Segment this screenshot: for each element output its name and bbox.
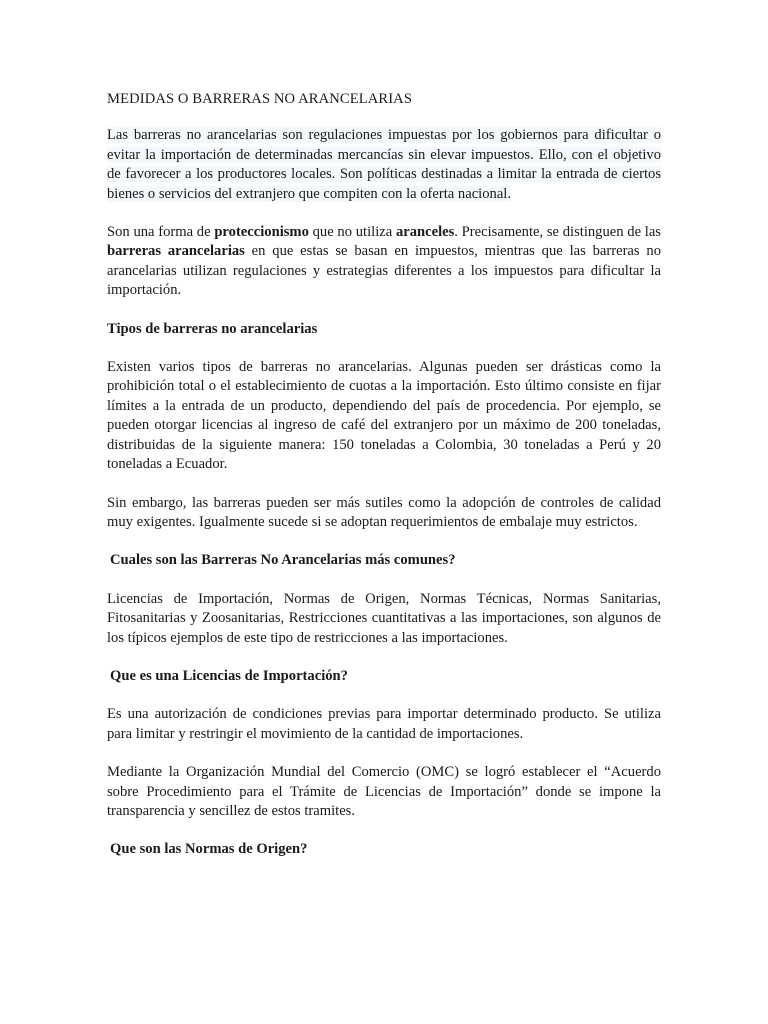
document-page [107, 90, 661, 879]
paragraph-ejemplos: Licencias de Importación, Normas de Origen, Normas Técnicas, Normas Sanitarias, Fitosanitarias y Zoosanitarias, Restricciones cuantitativas a las importaciones, son algunos de los típicos ejemplos de este tipo de restricciones a las importaciones. [107, 590, 661, 646]
paragraph-tipos: Existen varios tipos de barreras no arancelarias. Algunas pueden ser drásticas como la prohibición total o el establecimiento de cuotas a la importación. Esto último consiste en fijar límites a la entrada de un producto, dependiendo del país de procedencia. Por ejemplo, se pueden otorgar licencias al ingreso de café del extranjero por un máximo de 200 toneladas, distribuidas de la siguiente manera: 150 toneladas a Colombia, 30 toneladas a Perú y 20 toneladas a Ecuador. [107, 359, 661, 473]
paragraph-protectionism-text-2: que no utiliza [308, 224, 396, 241]
heading-tipos: Tipos de barreras no arancelarias [107, 320, 318, 337]
term-proteccionismo: proteccionismo [214, 224, 309, 241]
paragraph-omc: Mediante la Organización Mundial del Comercio (OMC) se logró establecer el “Acuerdo sobre Procedimiento para el Trámite de Licencias de Importación” donde se impone la transparencia y sencillez de estos tramites. [107, 764, 661, 819]
paragraph-sutiles: Sin embargo, las barreras pueden ser más sutiles como la adopción de controles de calidad muy exigentes. Igualmente sucede si se adoptan requerimientos de embalaje muy estrictos. [107, 494, 661, 530]
term-aranceles: aranceles [395, 224, 455, 241]
paragraph-protectionism-text-1: Son una forma de [107, 224, 215, 241]
paragraph-protectionism-text-3: . Precisamente, se distinguen de las [454, 224, 661, 241]
heading-licencias: Que es una Licencias de Importación? [110, 667, 348, 684]
heading-normas-origen: Que son las Normas de Origen? [110, 841, 308, 858]
paragraph-definition [107, 126, 661, 204]
document-title: MEDIDAS O BARRERAS NO ARANCELARIAS [107, 91, 413, 107]
paragraph-protectionism [107, 223, 661, 301]
paragraph-protectionism-text-4: en que estas se basan en impuestos, mientras que las barreras no arancelarias utilizan regulaciones y estrategias diferentes a los impuestos para dificultar la importación. [107, 243, 661, 299]
paragraph-autorizacion: Es una autorización de condiciones previas para importar determinado producto. Se utiliza para limitar y restringir el movimiento de la cantidad de importaciones. [107, 706, 661, 742]
heading-mas-comunes: Cuales son las Barreras No Arancelarias más comunes? [110, 552, 456, 569]
term-barreras-arancelarias: barreras arancelarias [107, 243, 245, 260]
paragraph-definition-text: Las barreras no arancelarias son regulaciones impuestas por los gobiernos para dificultar o evitar la importación de determinadas mercancías sin elevar impuestos. Ello, con el objetivo de favorecer a los productores locales. Son políticas destinadas a limitar la entrada de ciertos bienes o servicios del extranjero que compiten con la oferta nacional. [107, 127, 661, 202]
